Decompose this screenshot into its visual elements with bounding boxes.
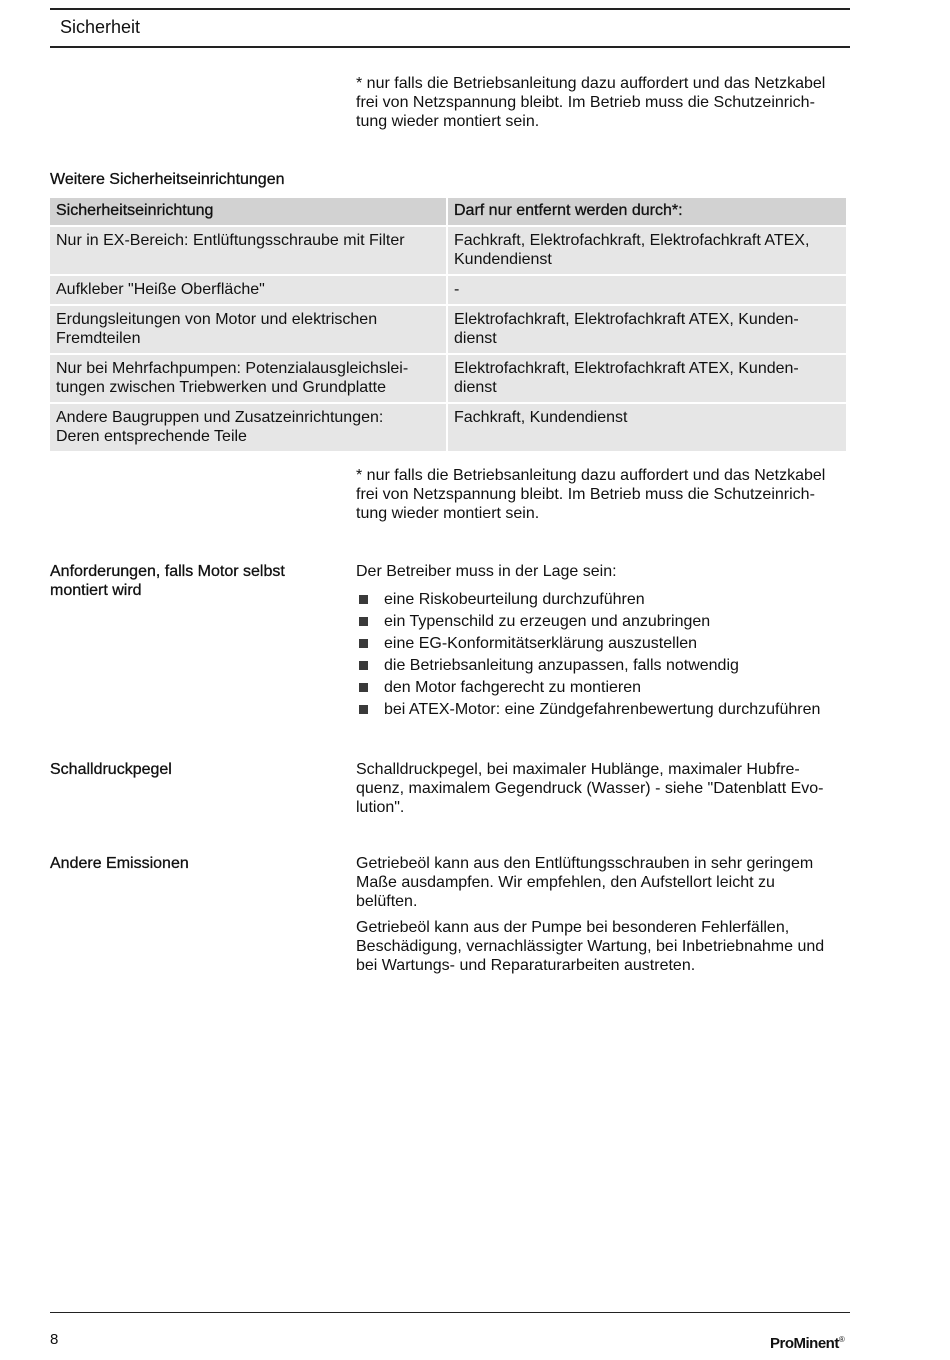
table-header-cell: Sicherheitseinrichtung [50, 198, 446, 225]
brand-registered-mark: ® [838, 1335, 845, 1344]
table-cell: Fachkraft, Elektrofachkraft, Elektrofachkraft ATEX, Kundendienst [448, 227, 846, 274]
brand-logo-part2: Minent [793, 1335, 839, 1352]
table-cell: Andere Baugruppen und Zusatzeinrichtungen: Deren entsprechende Teile [50, 404, 446, 451]
square-bullet-icon [359, 595, 368, 604]
table-cell: Nur bei Mehrfachpumpen: Potenzialausgleichslei- tungen zwischen Triebwerken und Grundplatte [50, 355, 446, 402]
list-item [356, 612, 850, 634]
table-row [50, 355, 846, 402]
table-cell: Nur in EX-Bereich: Entlüftungsschraube mit Filter [50, 227, 446, 274]
brand-logo [770, 1330, 844, 1353]
sound-text: Schalldruckpegel, bei maximaler Hublänge, maximaler Hubfre- quenz, maximalem Gegendruck (Wasser) - siehe "Datenblatt Evo- lution". [356, 761, 824, 816]
list-item [356, 590, 850, 612]
intro-note: * nur falls die Betriebsanleitung dazu auffordert und das Netzkabel frei von Netzspannung bleibt. Im Betrieb muss die Schutzeinrich- tung wieder montiert sein. [356, 75, 826, 130]
table-header-cell: Darf nur entfernt werden durch*: [448, 198, 846, 225]
table-row [50, 404, 846, 451]
table-cell: Elektrofachkraft, Elektrofachkraft ATEX, Kunden- dienst [448, 355, 846, 402]
section-heading-requirements: Anforderungen, falls Motor selbst montiert wird [50, 563, 285, 599]
table-cell: Elektrofachkraft, Elektrofachkraft ATEX, Kunden- dienst [448, 306, 846, 353]
list-item-text: die Betriebsanleitung anzupassen, falls notwendig [384, 657, 739, 674]
table-row [50, 276, 846, 304]
list-item [356, 700, 850, 722]
square-bullet-icon [359, 661, 368, 670]
list-item [356, 656, 850, 678]
safety-devices-table [48, 196, 848, 453]
square-bullet-icon [359, 617, 368, 626]
emissions-paragraph: Getriebeöl kann aus den Entlüftungsschrauben in sehr geringem Maße ausdampfen. Wir empfehlen, den Aufstellort leicht zu belüften. [356, 855, 814, 910]
brand-logo-part1: Pro [770, 1335, 794, 1352]
section-heading-emissions: Andere Emissionen [50, 855, 189, 872]
square-bullet-icon [359, 639, 368, 648]
header-rule-bottom [50, 46, 850, 48]
list-item-text: eine Riskobeurteilung durchzuführen [384, 591, 645, 608]
table-row [50, 227, 846, 274]
requirements-list [356, 590, 850, 722]
list-item [356, 634, 850, 656]
list-item-text: eine EG-Konformitätserklärung auszustellen [384, 635, 698, 652]
section-heading-sound: Schalldruckpegel [50, 761, 172, 778]
square-bullet-icon [359, 683, 368, 692]
list-item-text: ein Typenschild zu erzeugen und anzubringen [384, 613, 711, 630]
emissions-paragraph: Getriebeöl kann aus der Pumpe bei besonderen Fehlerfällen, Beschädigung, vernachlässigter Wartung, bei Inbetriebnahme und bei Wartungs- und Reparaturarbeiten austreten. [356, 919, 825, 974]
table-footnote: * nur falls die Betriebsanleitung dazu auffordert und das Netzkabel frei von Netzspannung bleibt. Im Betrieb muss die Schutzeinrich- tung wieder montiert sein. [356, 467, 826, 522]
requirements-intro: Der Betreiber muss in der Lage sein: [356, 563, 617, 580]
list-item-text: den Motor fachgerecht zu montieren [384, 679, 642, 696]
page-number: 8 [50, 1331, 59, 1348]
table-cell: Erdungsleitungen von Motor und elektrischen Fremdteilen [50, 306, 446, 353]
table-row [50, 306, 846, 353]
table-header-row [50, 198, 846, 225]
header-rule-top [50, 8, 850, 10]
table-cell: Fachkraft, Kundendienst [448, 404, 846, 451]
section-heading-safety: Weitere Sicherheitseinrichtungen [50, 171, 285, 188]
footer-rule [50, 1312, 850, 1313]
list-item-text: bei ATEX-Motor: eine Zündgefahrenbewertung durchzuführen [384, 701, 821, 718]
list-item [356, 678, 850, 700]
table-cell: Aufkleber "Heiße Oberfläche" [50, 276, 446, 304]
table-cell: - [448, 276, 846, 304]
square-bullet-icon [359, 705, 368, 714]
page-title: Sicherheit [60, 17, 141, 37]
